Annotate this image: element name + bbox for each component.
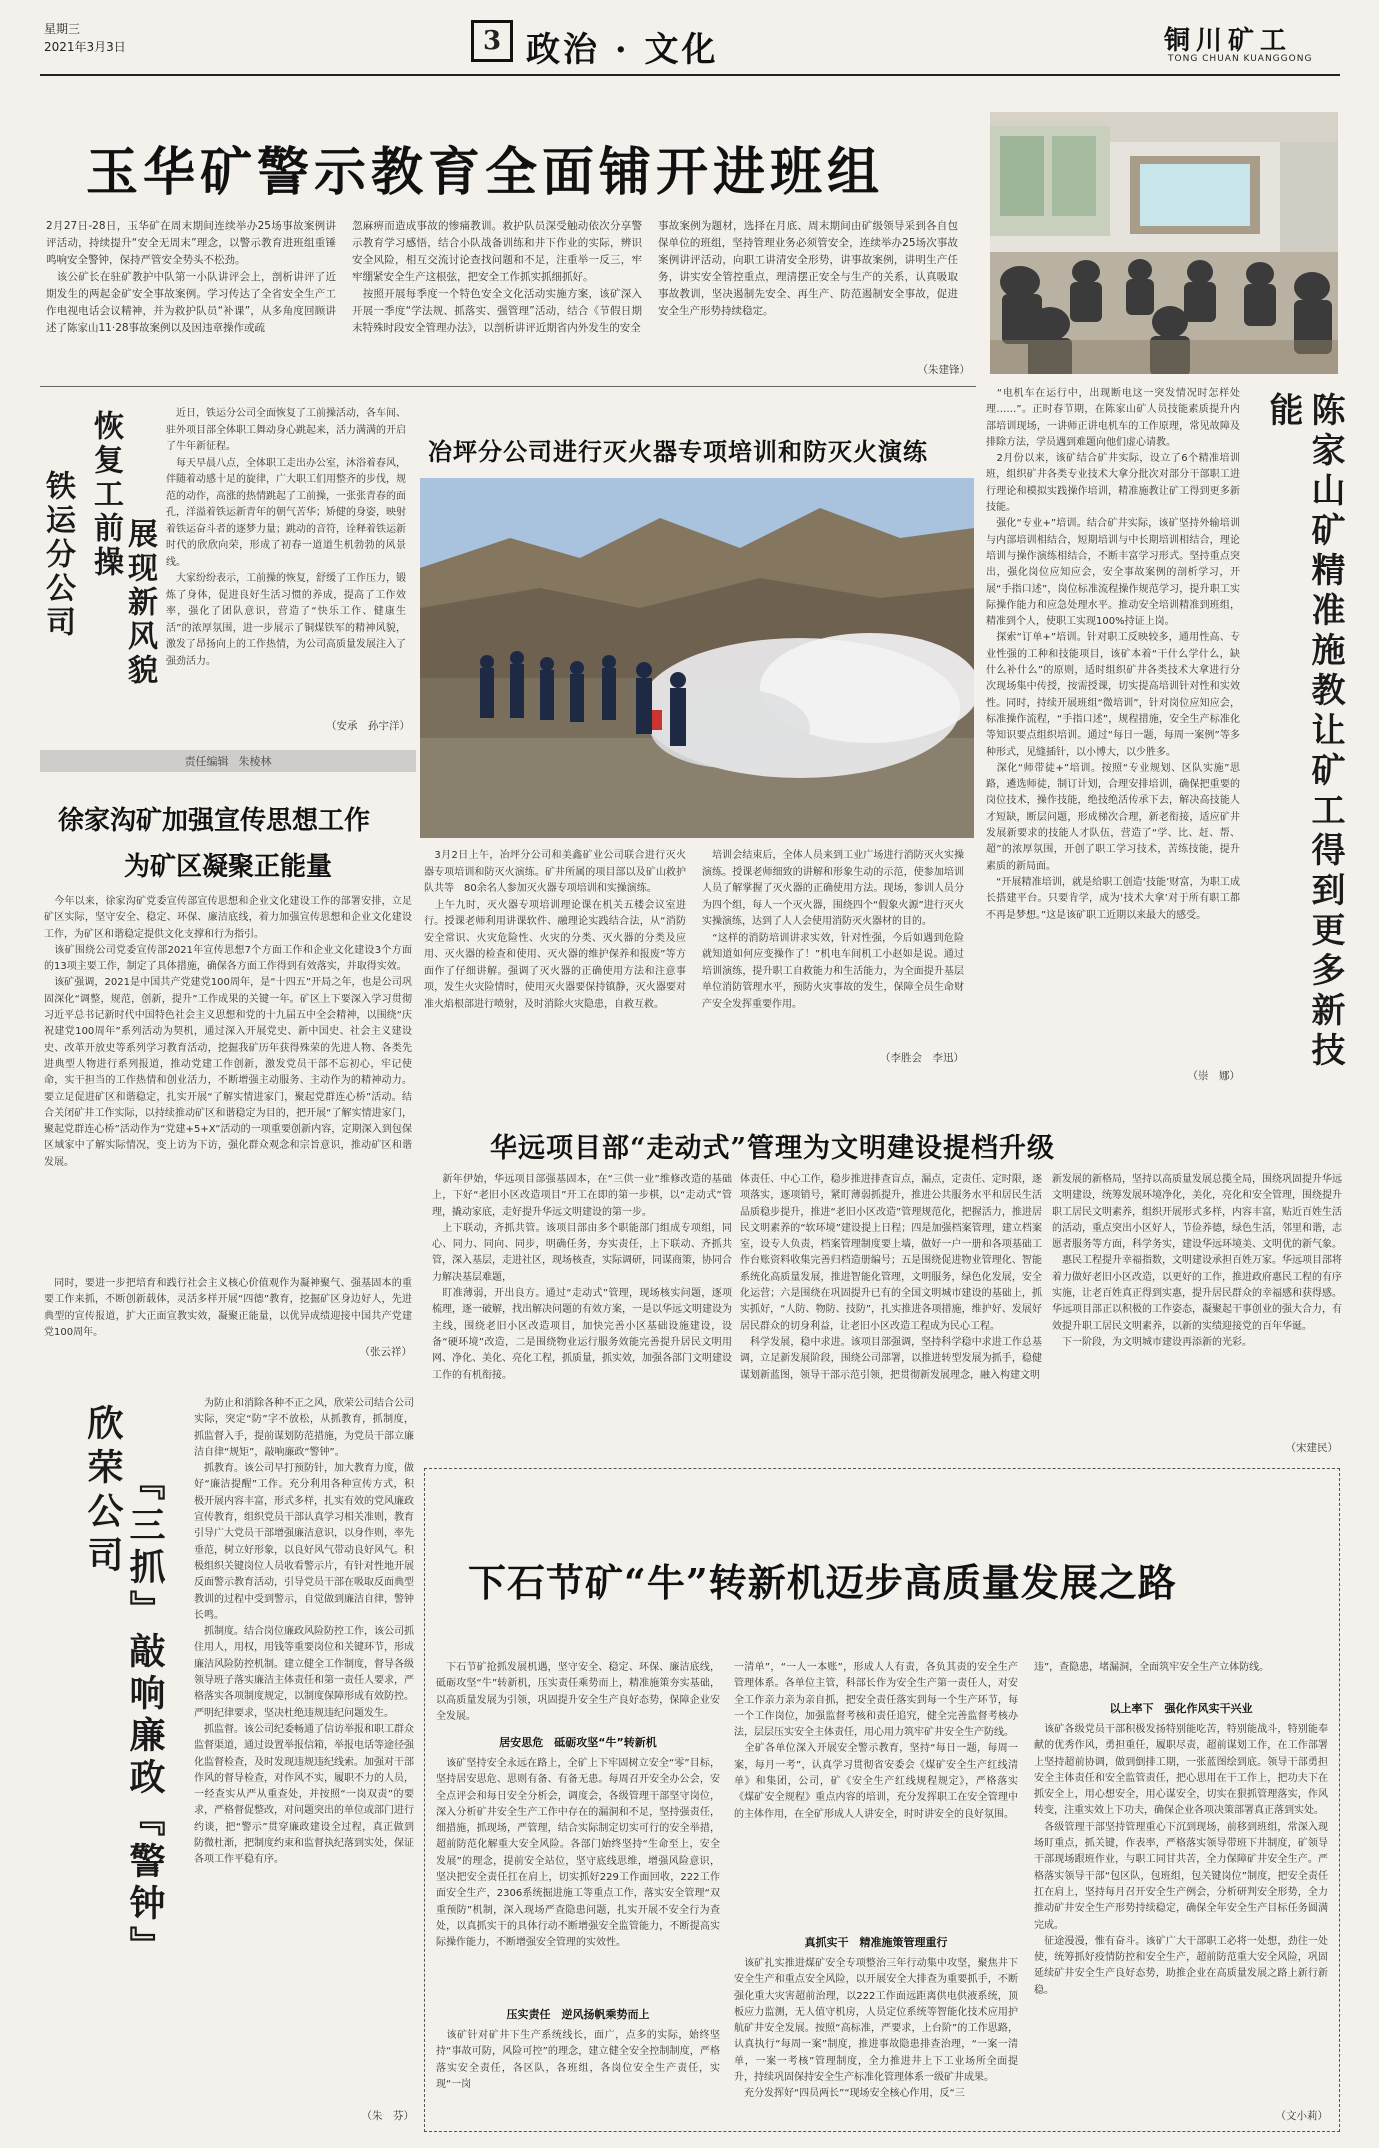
page-number-box — [471, 20, 513, 62]
tieyun-title-part3: 铁运分公司 — [40, 470, 75, 640]
xinrong-body: 为防止和消除各种不正之风，欣荣公司结合公司实际，突定“防”字不放松，从抓教育，抓制度，抓监督入手，提前谋划防范措施，为党员干部立廉洁自律“规矩”，敲响廉政“警钟”。 抓教育。该公司早打预防针，加大教育力度，做好“廉洁提醒”工作。充分利用各种宣传方式，积极开展内容丰富，形式多样，扎实有效的党风廉政宣传教育，组织党员干部认真学习相关准则，教育引导广大党员干部增强廉洁意识，以身作则，率先垂范，树立好形象，以良好风气带动良好风气。积极组织关键岗位人员收看警示片，有针对性地开展反面警示教育活动，引导党员干部在吸取反面典型教训的过程中受到警示，自觉做到廉洁自律，警钟长鸣。 抓制度。结合岗位廉政风险防控工作，该公司抓住用人，用权，用钱等重要岗位和关键环节，形成廉洁风险防控机制。建立健全工作制度，督导各级领导班子落实廉洁主体责任和第一责任人要求，严格落实各项制度规定，以制度保障形成有效防控。严明纪律要求，坚决杜绝违规违纪问题发生。 抓监督。该公司纪委畅通了信访举报和职工群众监督渠道，通过设置举报信箱，举报电话等途径强化监督检查，及时发现违规违纪线索。加强对干部作风的督导检查，对作风不实，履职不力的人员，一经查实从严从重查处，并按照“一岗双责”的要求，严格督促整改，对问题突出的单位或部门进行约谈，把“警示”贯穿廉政建设全过程，真正做到防微杜渐，把制度约束和监督执纪落到实处，保证各项工作平稳有序。 — [194, 1398, 414, 1866]
yeping-headline: 冶坪分公司进行灭火器专项培训和防灭火演练 — [428, 437, 928, 466]
huayuan-byline: （宋建民） — [1285, 1442, 1338, 1454]
xiashijie-subhead-1: 居安思危 砥砺攻坚“牛”转新机 — [499, 1736, 657, 1749]
editor-name: 朱棱林 — [238, 755, 272, 768]
xujiagou-headline-1: 徐家沟矿加强宣传思想工作 — [58, 806, 371, 836]
xiashijie-col1b: 该矿坚持安全永远在路上，全矿上下牢固树立安全“零”目标，坚持居安思危、思则有备、有备无患。每周召开安全办公会，安全点评会和每日安全分析会，调度会，各级管理干部坚守岗位，深入分析矿井安全生产工作中存在的漏洞和不足，坚持强责任，细措施，抓现场，严管理，结合实际制定切实可行的安全举措，超前防范化解重大安全风险。各部门始终坚持“生命至上，安全发展”的理念，提前安全站位，坚守底线思维，增强风险意识，坚决把安全责任扛在肩上，切实抓好229工作面回收，222工作面安全生产，2306系统掘进施工等重点工作，落实安全管理“双重预防”机制，深入现场严查隐患问题，扎实开展不安全行为查处，以真抓实干的具体行动不断增强安全监管能力，不断提高实际操作能力，不断增强安全管理的实效性。 — [436, 1758, 720, 1949]
masthead-rule — [40, 74, 1340, 76]
xiashijie-col3b: 该矿各级党员干部积极发扬特别能吃苦，特别能战斗，特别能奉献的优秀作风，勇担重任，履职尽责，超前谋划工作，在工作部署上坚持超前协调，做到倒排工期，一张蓝图绘到底。领导干部勇担安全主体责任和安全监管责任，把心思用在干工作上，把功夫下在抓安全上，用心想安全，用心谋安全，切实在狠抓管理落实，作风转变，注重实效上下功夫，确保企业各项决策部署真正落到实处。 各级管理干部坚持管理重心下沉到现场，前移到班组，常深入现场盯重点，抓关键，作表率，严格落实领导带班下井制度，矿领导干部现场跟班作业，与职工同甘共苦，全力保障矿井安全生产。严格落实领导干部“包区队，包班组，包关键岗位”制度，把安全责任扛在肩上，坚持每月召开安全生产例会，分析研判安全形势，全力推动矿井安全生产形势持续稳定，确保全年安全生产目标任务圆满完成。 征途漫漫，惟有奋斗。该矿广大干部职工必将一处想，劲往一处使，统筹抓好疫情防控和安全生产，超前防范重大安全风险，巩固延续矿井安全生产良好态势，助推企业在高质量发展之路上新行新稳。 — [1034, 1724, 1328, 1996]
issue-date: 2021年3月3日 — [44, 40, 126, 54]
xinrong-title-part1: 欣荣公司 — [82, 1404, 124, 1580]
section-title: 政治 · 文化 — [526, 30, 719, 70]
xiashijie-headline: 下石节矿“牛”转新机迈步高质量发展之路 — [468, 1560, 1177, 1605]
xiashijie-col1c: 该矿针对矿井下生产系统线长，面广，点多的实际，始终坚持“事故可防，风险可控”的理念，建立健全安全控制制度，严格落实安全责任，各区队，各班组，各岗位安全生产责任，实现“一岗 — [436, 2030, 720, 2090]
yuhua-col2: 忽麻痹而造成事故的惨痛教训。救护队员深受触动依次分享警示教育学习感悟，结合小队战备训练和井下作业的实际，辨识安全风险，相互交流讨论查找问题和不足，注重举一反三，牢牢绷紧安全生产这根弦，把安全工作抓实抓细抓好。 按照开展每季度一个特色安全文化活动实施方案，该矿深入开展一季度“学法规、抓落实、强管理”活动，结合《节假日期末特殊时段安全管理办法》，以剖析讲评近期省内外发生的安全 — [352, 220, 642, 334]
yuhua-col3: 事故案例为题材，选择在月底、周末期间由矿级领导采到各自包保单位的班组，坚持管理业务必须管安全，连续举办25场次事故案例讲评活动，向职工讲清安全形势，讲事故案例，讲明生产任务，讲实安全管控重点，理清摆正安全与生产的关系，认真吸取事故教训，坚决遏制先安全、再生产、防范遏制安全事故，促进安全生产形势持续稳定。 — [658, 220, 958, 317]
xujiagou-headline-2: 为矿区凝聚正能量 — [124, 852, 333, 882]
xiashijie-col2: 一清单”，“一人一本账”，形成人人有责，各负其责的安全生产管理体系。各单位主管，科部长作为安全生产第一责任人，对安全工作亲力亲为亲自抓，把安全责任落实到每一个生产环节，每一个工作岗位，加强监督考核和责任追究，健全完善监督考核办法，层层压实安全主体责任，用心用力筑牢矿井安全生产防线。 全矿各单位深入开展安全警示教育，坚持“每日一题，每周一案，每月一考”，认真学习贯彻省安委会《煤矿安全生产红线清单》和集团，公司，矿《安全生产红线规程规定》，严格落实《煤矿安全规程》重点内容的培训，充分发挥职工在安全管理中的主体作用，在全矿形成人人讲安全，时时讲安全的良好氛围。 — [734, 1662, 1018, 1820]
editor-bar — [40, 750, 416, 772]
tieyun-title-part2: 展现新风貌 — [122, 518, 157, 688]
editor-label: 责任编辑 — [184, 755, 229, 768]
page-number: 3 — [482, 26, 502, 56]
xiashijie-subhead-3: 真抓实干 精准施策管理重行 — [804, 1936, 948, 1949]
huayuan-headline: 华远项目部“走动式”管理为文明建设提档升级 — [490, 1133, 1056, 1164]
xiashijie-subhead-2: 压实责任 逆风扬帆乘势而上 — [506, 2008, 650, 2021]
xinrong-title-part2: 『三抓』敲响廉政『警钟』 — [124, 1464, 166, 1968]
chenjiashan-headline: 陈家山矿精准施教让矿工得到更多新技能 — [1263, 392, 1345, 1072]
weekday: 星期三 — [44, 22, 81, 36]
yeping-col1: 3月2日上午，冶坪分公司和美鑫矿业公司联合进行灭火器专项培训和防灭火演练。矿井所属的项目部以及矿山救护队共等 80余名人参加灭火器专项培训和实操演练。 上午九时，灭火器专项培训理论课在机关五楼会议室进行。授课老师利用讲课软件、融理论实践结合法，从“消防安全常识、火灾危险性、火灾的分类、灭火器的分类及应用、灭火器的检查和使用、灭火器的维护保养和报废”等方面作了仔细讲解。强调了灭火器的正确使用方法和注意事项，发生火灾险情时，使用灭火器要保持镇静，灭火器要对准火焰根部进行喷射，及时消除火灾隐患，自救互救。 — [424, 850, 686, 1010]
paper-name-pinyin: TONG CHUAN KUANGGONG — [1168, 54, 1313, 64]
yuhua-classroom-photo — [990, 112, 1338, 374]
xiashijie-col1: 下石节矿抢抓发展机遇，坚守安全、稳定、环保、廉洁底线，砥砺攻坚“牛”转新机，压实责任乘势而上，精准施策夯实基础，以高质量发展为引领，巩固提升安全生产良好态势，保障企业安全发展。 — [436, 1662, 720, 1722]
yeping-drill-photo — [420, 478, 974, 838]
yeping-col2: 培训会结束后，全体人员来到工业广场进行消防灭火实操演练。授课老师细致的讲解和形象生动的示范，使参加培训人员了解掌握了灭火器的正确使用方法。现场，参训人员分为四个组，每人一个灭火器，围绕四个“假象火源”进行灭火实操演练，达到了人人会使用消防灭火器材的目的。 “这样的消防培训讲求实效，针对性强，今后如遇到危险就知道如何应变操作了！”机电车间机工小赵如是说。通过培训演练，提升职工自救能力和生活能力，为全面提升基层单位消防管理水平，预防火灾事故的发生，保障全员生命财产安全发挥重要作用。 — [702, 850, 964, 1010]
tieyun-body: 近日，铁运分公司全面恢复了工前操活动，各车间、驻外项目部全体职工舞动身心跳起来，活力满满的开启了牛年新征程。 每天早晨八点，全体职工走出办公室，沐浴着春风，伴随着动感十足的旋律，广大职工们用整齐的步伐，规范的动作，高涨的热情跳起了工前操，一张张青春的面孔，洋溢着铁运新青年的朝气苦华；矫健的身姿，映射着铁运奋斗者的逐梦力量；跳动的音符，诠释着铁运新时代的欣欣向荣，形成了初春一道道生机勃勃的风景线。 大家纷纷表示，工前操的恢复，舒缓了工作压力，锻炼了身体，促进良好生活习惯的养成，提高了工作效率，强化了团队意识，营造了“快乐工作、健康生活”的浓厚氛围，进一步展示了铜煤铁军的精神风貌，激发了昂扬向上的工作热情，为公司高质量发展注入了强劲活力。 — [166, 408, 406, 667]
xinrong-byline: （朱 芬） — [361, 2110, 414, 2122]
yuhua-byline: （朱建锋） — [917, 364, 970, 376]
paper-name: 铜川矿工 — [1164, 26, 1293, 56]
yuhua-headline: 玉华矿警示教育全面铺开进班组 — [86, 142, 885, 203]
tieyun-title-part1: 恢复工前操 — [88, 410, 123, 580]
huayuan-col3: 新发展的新格局，坚持以高质量发展总揽全局，围绕巩固提升华远文明建设，统筹发展环境净化，美化，亮化和安全管理，围绕提升职工居民文明素养，组织开展形式多样，内容丰富，贴近百姓生活的活动，重点突出小区好人，节俭养德，绿色生活，邻里和谐，志愿者服务等方面，科学务实，建设华远环境美、文明优的新气象。 惠民工程提升幸福指数，文明建设承担百姓万家。华远项目部将着力做好老旧小区改造，以更好的工作，推进政府惠民工程的有序实施，让老百姓真正得到实惠，提升居民群众的幸福感和获得感。华远项目部正以积极的工作姿态，凝聚起干事创业的强大合力，有效提升职工居民文明素养，以新的实绩迎接党的百年华诞。 下一阶段，为文明城市建设再添新的光彩。 — [1052, 1174, 1342, 1348]
chenjiashan-byline: （崇 娜） — [1187, 1070, 1240, 1082]
yeping-byline: （李胜会 李迅） — [880, 1052, 964, 1064]
chenjiashan-body: “电机车在运行中，出现断电这一突发情况时怎样处理……”。正时春节期，在陈家山矿人员技能素质提升内部培训现场，一讲师正讲电机车的工作原理，常见故障及排除方法，学员遇到难题向他们虚心请教。 2月份以来，该矿结合矿井实际，设立了6个精准培训班，组织矿井各类专业技术大拿分批次对部分干部职工进行理论和模拟实践操作培训，精准施教让矿工得到更多新技能。 强化“专业+”培训。结合矿井实际，该矿坚持外输培训与内部培训相结合，短期培训与中长期培训相结合，理论培训与操作演练相结合，不断丰富学习形式。坚持重点突出，强化岗位应知应会，安全事故案例的剖析学习，开展“手指口述”，岗位标准流程操作规范学习，提升职工实际操作能力和应急处理水平。推动安全培训精准到班组，精准到个人，使职工实现100%持证上岗。 探索“订单+”培训。针对职工反映较多，通用性高、专业性强的工种和技能项目，该矿本着“干什么学什么，缺什么补什么”的原则，适时组织矿井各类技术大拿进行分次现场集中传授，按需授课，切实提高培训针对性和实效性。同时，持续开展班组“微培训”，针对岗位应知应会，标准操作流程，“手指口述”，规程措施，安全生产标准化等知识要点组织培训。通过“每日一题，每周一案例”等多种形式，见缝插针，以小博大，以少胜多。 深化“师带徒+”培训。按照“专业规划、区队实施”思路，遴选师徒，制订计划，合理安排培训，确保把重要的岗位技术，操作技能，绝技绝活传承下去，解决高技能人才短缺，断层问题，形成梯次合理，新老衔接，适应矿井发展新要求的技能人才队伍，营造了“学、比、赶、帮、超”的浓厚氛围，开创了职工学习技术，苦练技能，提升素质的新局面。 “开展精准培训，就是给职工创造‘技能’财富，为职工成长搭建平台。只要肯学，成为‘技术大拿’对于所有职工都不再是梦想。”这是该矿职工近期以来最大的感受。 — [986, 388, 1240, 921]
tieyun-byline: （安承 孙宇洋） — [326, 720, 410, 732]
xujiagou-body: 今年以来，徐家沟矿党委宣传部宣传思想和企业文化建设工作的部署安排，立足矿区实际，坚守安全、稳定、环保、廉洁底线，着力加强宣传思想和企业文化建设工作，为矿区和谐稳定提供文化支撑和行为指引。 该矿围绕公司党委宣传部2021年宣传思想7个方面工作和企业文化建设3个方面的13项主要工作，制定了具体措施，确保各方面工作得到有效落实，并取得实效。 该矿强调，2021是中国共产党建党100周年，是“十四五”开局之年，也是公司巩固深化“调整，规范，创新，提升”工作成果的关键一年。矿区上下要深入学习贯彻习近平总书记新时代中国特色社会主义思想和党的十九届五中全会精神，以围绕“庆祝建党100周年”系列活动为契机，通过深入开展党史、新中国史、社会主义建设史、改革开放史等系列学习教育活动，挖掘我矿历年获得殊荣的先进人物、各类先进典型人物进行系列报道，推动党建工作创新，激发党员干部不忘初心，牢记使命，实干担当的工作热情和创业活力，不断增强主动服务、主动作为的精神动力。要立足促进矿区和谐稳定，扎实开展“了解实情进家门，聚起党群连心桥”活动。结合关闭矿井工作实际，以持续推动矿区和谐稳定为目的，把开展“了解实情进家门，聚起党群连心桥”活动作为“党建+5+X”活动的一项重要创新内容，定期深入到包保区域家中了解实际情况，变上访为下访，强化群众观念和宗旨意识，推动矿区和谐发展。 — [44, 896, 412, 1168]
huayuan-col1: 新年伊始，华远项目部强基固本，在“三供一业”维修改造的基础上，下好“老旧小区改造项目”开工在即的第一步棋，以“走动式”管理，撬动家底，走好提升华远文明建设的第一步。 上下联动，齐抓共管。该项目部由多个职能部门组成专项组，同心、同力、同向、同步，明确任务，夯实责任，上下联动、齐抓共管，深入基层，走进社区，现场核查，实际调研，同谋商策，协同合力解决基层难题， 盯准薄弱，开出良方。通过“走动式”管理，现场核实问题，逐项梳理，逐一破解，找出解决问题的有效方案，一是以华远文明建设为主线，围绕老旧小区改造项目，加快完善小区基础设施建设，设备“硬环境”改造，二是围绕物业运行服务效能完善提升居民文明用网、净化、美化、亮化工程，抓质量，抓实效，加强各部门文明建设工作的有机衔接。 — [432, 1174, 732, 1381]
top-section-divider — [40, 386, 976, 387]
xiashijie-col3: 违”，查隐患，堵漏洞，全面筑牢安全生产立体防线。 — [1034, 1662, 1270, 1673]
xujiagou-body-2: 同时，要进一步把培育和践行社会主义核心价值观作为凝神聚气、强基固本的重要工作来抓，不断创新载体，灵活多样开展“四德”教育，挖掘矿区身边好人，先进典型的宣传报道，扩大正面宣教实效，凝聚正能量，以优异成绩迎接中国共产党建党100周年。 — [44, 1278, 412, 1338]
xiashijie-subhead-4: 以上率下 强化作风实干兴业 — [1109, 1702, 1253, 1715]
yuhua-col1: 2月27日-28日，玉华矿在周末期间连续举办25场事故案例讲评活动，持续提升“安全无周末”理念，以警示教育进班组重锤鸣响安全警钟，保持严管安全势头不松劲。 该公矿长在驻矿教护中队第一小队讲评会上，剖析讲评了近期发生的两起金矿安全事故案例。学习传达了全省安全生产工作电视电话会议精神，并为救护队员“补课”，从多角度回顾讲述了陈家山11·28事故案例以及因违章操作或疏 — [46, 220, 336, 334]
huayuan-col2: 体责任、中心工作，稳步推进排查盲点，漏点，定责任、定时限，逐项落实，逐项销号，紧盯薄弱抓提升，推进公共服务水平和居民生活品质稳步提升，推进“老旧小区改造”管理规范化，把握活力，推进居民文明素养的“软环境”建设提上日程；四是加强档案管理，建立档案室，设专人负责，档案管理制度要上墙，做好一户一册和各项基础工作台账资料收集完善归档造册编号；五是围绕促进物业管理化、智能系统化高质量发展，推进智能化管理，文明服务，绿色化发展，安全化运营；六是围绕在巩固提升已有的全国文明城市建设的基础上，抓实抓好，“人防、物防、技防”，扎实推进各项措施，维护好、发展好居民群众的切身利益，让老旧小区改造工程成为民心工程。 科学发展，稳中求进。该项目部强调，坚持科学稳中求进工作总基调，立足新发展阶段，围绕公司部署，以推进转型发展为抓手，稳健谋划新蓝图，领导干部示范引领，把贯彻新发展理念，融入构建文明 — [740, 1174, 1042, 1381]
fire-drill-illustration — [420, 478, 974, 838]
xiashijie-byline: （文小莉） — [1275, 2110, 1328, 2122]
classroom-illustration — [990, 112, 1338, 374]
xujiagou-byline: （张云祥） — [359, 1346, 412, 1358]
xiashijie-col2b: 该矿扎实推进煤矿安全专项整治三年行动集中攻坚，聚焦井下安全生产和重点安全风险，以开展安全大排查为重要抓手，不断强化重大灾害超前治理，以222工作面远距离供电供液系统，顶板应力监测，无人值守机房，人员定位系统等智能化技术应用护航矿井安全发展。按照“高标准，严要求，上台阶”的工作思路，认真执行“每周一案”制度，推进事故隐患排查治理，“一案一清单，一案一考核”管理制度，全力推进井上下工业场所全面提升，持续巩固保持安全生产标准化管理体系一级矿井成果。 充分发挥好“四员两长”“现场安全核心作用，反“三 — [734, 1958, 1018, 2100]
